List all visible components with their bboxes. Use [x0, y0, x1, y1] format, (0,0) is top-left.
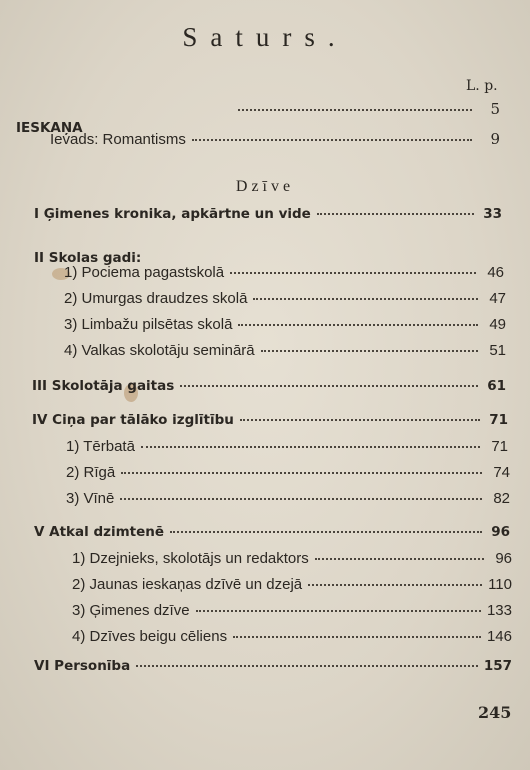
dot-leader: [141, 445, 480, 448]
toc-label: 1) Dzejnieks, skolotājs un redaktors: [72, 550, 309, 567]
toc-page: 51: [489, 342, 506, 359]
toc-row: [64, 264, 504, 281]
dot-leader: [261, 349, 478, 352]
toc-page: 82: [493, 490, 510, 507]
page-column-label: L. p.: [466, 78, 498, 94]
dot-leader: [136, 664, 478, 667]
toc-row: [72, 602, 512, 619]
dot-leader: [253, 297, 478, 300]
page-title: Saturs.: [182, 22, 348, 52]
toc-label: I Ģimenes kronika, apkārtne un vide: [34, 206, 311, 222]
dot-leader: [308, 583, 482, 586]
toc-label: 2) Umurgas draudzes skolā: [64, 290, 248, 307]
toc-label: Ievads: Romantisms: [50, 131, 186, 148]
toc-page: 96: [495, 550, 512, 567]
toc-row-ieskana-leader: [232, 100, 500, 118]
toc-page: 71: [491, 438, 508, 455]
dot-leader: [233, 635, 481, 638]
dot-leader: [170, 530, 482, 533]
toc-label: 3) Ģimenes dzīve: [72, 602, 190, 619]
dot-leader: [120, 497, 482, 500]
toc-row: [72, 628, 512, 645]
dot-leader: [317, 212, 474, 215]
toc-page: 33: [483, 206, 502, 222]
toc-page: 133: [486, 602, 512, 619]
toc-row: [64, 342, 506, 359]
toc-label: 4) Dzīves beigu cēliens: [72, 628, 228, 645]
toc-label: 1) Pociema pagastskolā: [64, 264, 225, 281]
dot-leader: [240, 418, 480, 421]
dot-leader: [196, 609, 481, 612]
toc-label: III Skolotāja gaitas: [32, 378, 175, 394]
dot-leader: [121, 471, 482, 474]
toc-row: [34, 206, 502, 222]
dot-leader: [238, 323, 478, 326]
dot-leader: [238, 108, 472, 111]
toc-row: [32, 378, 506, 394]
toc-label: 4) Valkas skolotāju seminārā: [64, 342, 255, 359]
toc-label: 3) Limbažu pilsētas skolā: [64, 316, 233, 333]
toc-label: II Skolas gadi:: [34, 250, 142, 266]
toc-row: [32, 412, 508, 428]
dot-leader: [230, 271, 476, 274]
toc-page: 46: [487, 264, 504, 281]
toc-label: 2) Jaunas ieskaņas dzīvē un dzejā: [72, 576, 303, 593]
toc-row: [66, 490, 510, 507]
toc-page: 5: [490, 100, 500, 118]
toc-page: 47: [489, 290, 506, 307]
toc-row: [66, 464, 510, 481]
toc-page: 9: [490, 130, 500, 148]
toc-row: [64, 290, 506, 307]
toc-label: 1) Tērbatā: [66, 438, 135, 455]
section-heading: Dzīve: [235, 178, 295, 195]
dot-leader: [315, 557, 484, 560]
toc-page: 74: [493, 464, 510, 481]
toc-row-ievads: [50, 130, 500, 148]
toc-page: 71: [489, 412, 508, 428]
toc-row: [34, 524, 510, 540]
toc-page: 110: [488, 576, 512, 593]
toc-label: VI Personība: [34, 658, 131, 674]
toc-row: [66, 438, 508, 455]
toc-row: [72, 576, 512, 593]
toc-label: 3) Vīnē: [66, 490, 115, 507]
toc-row: [34, 658, 512, 674]
dot-leader: [192, 138, 472, 141]
toc-label: 2) Rīgā: [66, 464, 116, 481]
page-number: 245: [478, 703, 512, 722]
toc-page: 61: [487, 378, 506, 394]
toc-label: IV Ciņa par tālāko izglītību: [32, 412, 234, 428]
dot-leader: [180, 384, 478, 387]
toc-page: 157: [483, 658, 512, 674]
toc-row: [72, 550, 512, 567]
toc-page: 146: [486, 628, 512, 645]
toc-label: IESKAŅA: [16, 120, 83, 136]
toc-page: 49: [489, 316, 506, 333]
toc-label: V Atkal dzimtenē: [34, 524, 165, 540]
toc-page: 96: [491, 524, 510, 540]
toc-row: [64, 316, 506, 333]
